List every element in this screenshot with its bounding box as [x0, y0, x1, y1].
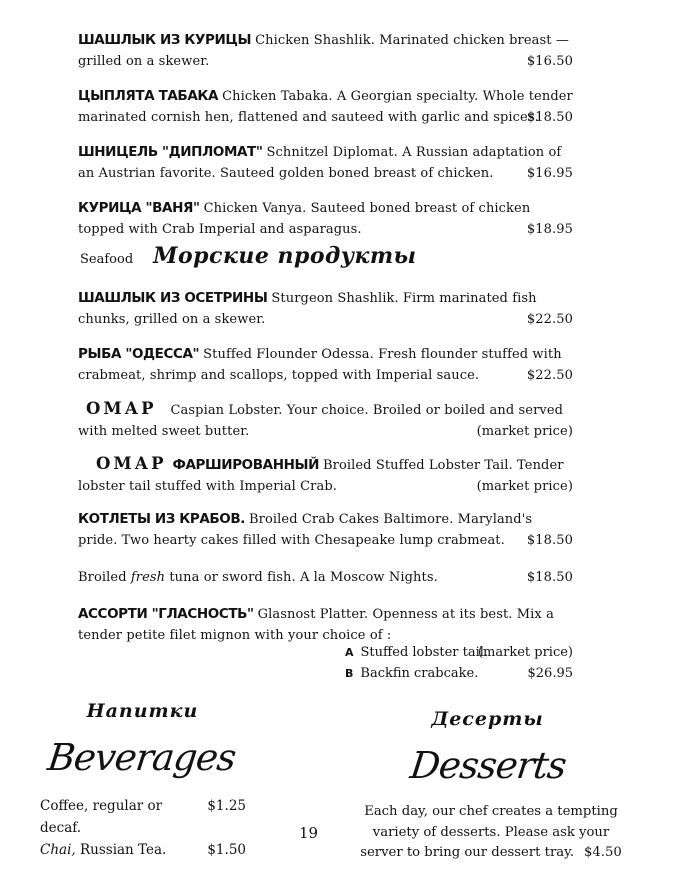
dish-description: Broiled Stuffed Lobster Tail. Tender lobster tail stuffed with Imperial Crab.: [78, 458, 564, 494]
choice-text: Backfin crabcake.: [360, 666, 479, 681]
beverage-name: [40, 839, 166, 861]
menu-item-chicken-shashlik: [78, 30, 573, 72]
dish-description: tuna or sword fish. A la Moscow Nights.: [165, 570, 438, 585]
dish-price: $18.95: [526, 222, 573, 237]
dish-price: $16.50: [526, 54, 573, 69]
dish-description: Chicken Tabaka. A Georgian specialty. Whole tender marinated cornish hen, flattened and sauteed with garlic and spices.: [78, 89, 573, 125]
beverages-heading-script: Beverages: [45, 736, 238, 779]
dish-name-russian: ЦЫПЛЯТА ТАБАКА: [78, 88, 219, 104]
beverage-price: $1.50: [207, 842, 246, 858]
desserts-heading-russian: Десерты: [431, 708, 544, 730]
dish-description: Glasnost Platter. Openness at its best. Mix a tender petite filet mignon with your choice of :: [78, 607, 554, 643]
dish-name-russian: ШАШЛЫК ИЗ КУРИЦЫ: [78, 32, 252, 48]
dish-description: Sturgeon Shashlik. Firm marinated fish chunks, grilled on a skewer.: [78, 291, 537, 327]
dish-name-russian: ШНИЦЕЛЬ "ДИПЛОМАТ": [78, 144, 263, 160]
choice-text: Stuffed lobster tail.: [360, 645, 489, 660]
choice-label: B: [345, 667, 354, 680]
menu-item-caspian-lobster: [78, 398, 573, 442]
dish-description: Chicken Vanya. Sauteed boned breast of chicken topped with Crab Imperial and asparagus.: [78, 201, 531, 237]
platter-choice-b: [345, 664, 573, 684]
desserts-price: $4.50: [584, 845, 622, 860]
dish-description: Broiled Crab Cakes Baltimore. Maryland's pride. Two hearty cakes filled with Chesapeake lump crabmeat.: [78, 512, 533, 548]
menu-item-crab-cakes: [78, 509, 573, 551]
menu-item-flounder-odessa: [78, 344, 573, 386]
dish-description-italic: fresh: [130, 570, 166, 585]
dish-name-serif-caps: ОМАР: [96, 454, 167, 473]
menu-item-chicken-tabaka: [78, 86, 573, 128]
choice-price: $26.95: [527, 666, 573, 681]
platter-choice-a: [345, 643, 573, 663]
beverage-name-rest: Russian Tea.: [75, 842, 167, 858]
beverages-list: [40, 795, 246, 861]
dish-price: (market price): [476, 424, 573, 439]
page-number: 19: [299, 824, 319, 842]
dish-description: Stuffed Flounder Odessa. Fresh flounder stuffed with crabmeat, shrimp and scallops, topped with Imperial sauce.: [78, 347, 562, 383]
seafood-section-heading: [80, 243, 417, 269]
dish-name-russian: РЫБА "ОДЕССА": [78, 346, 200, 362]
choice-label: A: [345, 646, 354, 659]
dish-description: Chicken Shashlik. Marinated chicken breast — grilled on a skewer.: [78, 33, 569, 69]
beverage-price: $1.25: [207, 798, 246, 814]
dish-name-russian: КОТЛЕТЫ ИЗ КРАБОВ.: [78, 511, 246, 527]
beverage-row-coffee: [40, 795, 246, 839]
beverage-name: Coffee, regular or decaf.: [40, 798, 163, 836]
menu-item-sturgeon-shashlik: [78, 288, 573, 330]
dish-name-serif-caps: ОМАР: [86, 399, 157, 418]
beverage-name-italic: Chai,: [40, 842, 76, 858]
menu-item-schnitzel-diplomat: [78, 142, 573, 184]
menu-item-stuffed-lobster-tail: [78, 453, 573, 497]
dish-name-russian: АССОРТИ "ГЛАСНОСТЬ": [78, 606, 254, 622]
menu-item-tuna-swordfish: [78, 567, 573, 588]
dish-price: (market price): [476, 479, 573, 494]
dish-description: Broiled: [78, 570, 131, 585]
dish-description: Schnitzel Diplomat. A Russian adaptation of an Austrian favorite. Sauteed golden boned breast of chicken.: [78, 145, 562, 181]
beverages-heading-russian: Напитки: [86, 700, 199, 722]
dish-price: $22.50: [526, 368, 573, 383]
section-label-russian: Морские продукты: [153, 243, 417, 269]
section-label-english: Seafood: [80, 252, 134, 267]
dish-name-russian: КУРИЦА "ВАНЯ": [78, 200, 200, 216]
beverage-row-chai: [40, 839, 246, 861]
dish-price: $22.50: [526, 312, 573, 327]
choice-price: (market price): [477, 645, 573, 660]
dish-name-russian: ШАШЛЫК ИЗ ОСЕТРИНЫ: [78, 290, 268, 306]
dish-description: Caspian Lobster. Your choice. Broiled or boiled and served with melted sweet butter.: [78, 403, 564, 439]
desserts-description: [350, 802, 632, 864]
dish-price: $16.95: [526, 166, 573, 181]
dish-price: $18.50: [526, 110, 573, 125]
dish-price: $18.50: [526, 533, 573, 548]
desserts-text: Each day, our chef creates a tempting variety of desserts. Please ask your server to bring our dessert tray.: [360, 804, 618, 860]
desserts-heading-script: Desserts: [407, 744, 569, 787]
menu-item-chicken-vanya: [78, 198, 573, 240]
dish-price: $18.50: [526, 570, 573, 585]
menu-item-glasnost-platter: [78, 604, 573, 646]
dish-name-russian: ФАРШИРОВАННЫЙ: [172, 457, 319, 473]
